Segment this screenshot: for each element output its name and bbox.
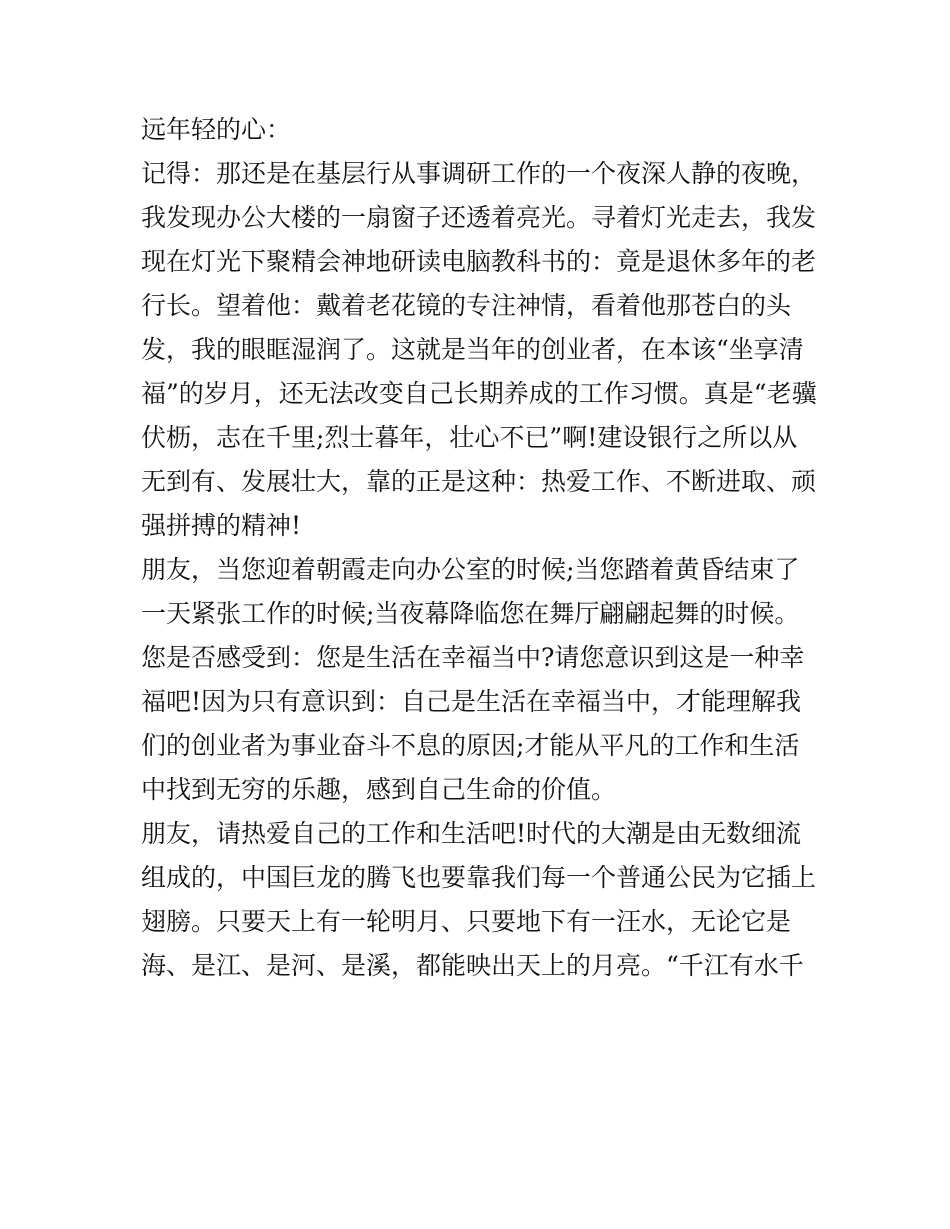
text-line: 组成的，中国巨龙的腾飞也要靠我们每一个普通公民为它插上 — [141, 863, 817, 892]
text-line: 强拼搏的精神! — [141, 511, 302, 540]
text-line: 发，我的眼眶湿润了。这就是当年的创业者，在本该“坐享清 — [141, 335, 804, 364]
text-line: 们的创业者为事业奋斗不息的原因;才能从平凡的工作和生活 — [141, 731, 800, 760]
text-line: 朋友，当您迎着朝霞走向办公室的时候;当您踏着黄昏结束了 — [141, 555, 800, 584]
text-line: 行长。望着他：戴着老花镜的专注神情，看着他那苍白的头 — [141, 291, 792, 320]
text-line: 中找到无穷的乐趣，感到自己生命的价值。 — [141, 775, 617, 804]
text-line: 我发现办公大楼的一扇窗子还透着亮光。寻着灯光走去，我发 — [141, 203, 817, 232]
text-line: 现在灯光下聚精会神地研读电脑教科书的：竟是退休多年的老 — [141, 247, 817, 276]
text-line: 记得：那还是在基层行从事调研工作的一个夜深人静的夜晚， — [141, 159, 817, 188]
text-line: 福吧!因为只有意识到：自己是生活在幸福当中，才能理解我 — [141, 687, 802, 716]
text-line: 远年轻的心： — [141, 115, 292, 144]
body-text — [141, 108, 821, 988]
text-line: 您是否感受到：您是生活在幸福当中?请您意识到这是一种幸 — [141, 643, 805, 672]
text-line: 伏枥，志在千里;烈士暮年，壮心不已”啊!建设银行之所以从 — [141, 423, 798, 452]
text-line: 无到有、发展壮大，靠的正是这种：热爱工作、不断进取、顽 — [141, 467, 817, 496]
text-line: 翅膀。只要天上有一轮明月、只要地下有一汪水，无论它是 — [141, 907, 792, 936]
text-line: 海、是江、是河、是溪，都能映出天上的月亮。“千江有水千 — [141, 951, 804, 980]
text-line: 朋友，请热爱自己的工作和生活吧!时代的大潮是由无数细流 — [141, 819, 802, 848]
text-line: 福”的岁月，还无法改变自己长期养成的工作习惯。真是“老骥 — [141, 379, 817, 408]
text-line: 一天紧张工作的时候;当夜幕降临您在舞厅翩翩起舞的时候。 — [141, 599, 800, 628]
